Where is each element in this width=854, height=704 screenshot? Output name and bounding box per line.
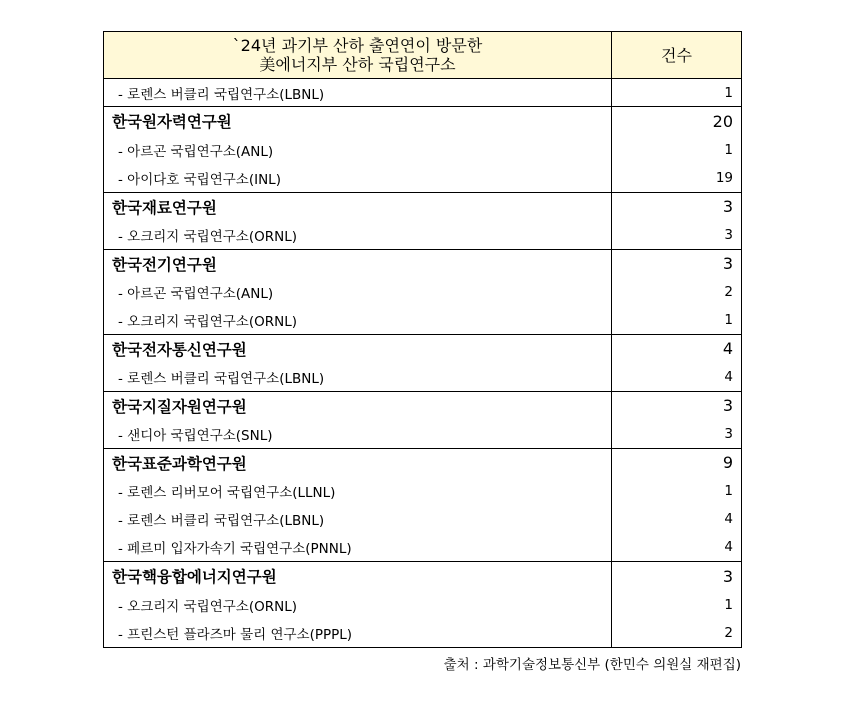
table-header-row bbox=[104, 32, 742, 79]
institute-name: 한국핵융합에너지연구원 bbox=[104, 562, 612, 590]
lab-name: - 아르곤 국립연구소(ANL) bbox=[104, 278, 612, 306]
institute-row bbox=[104, 249, 742, 277]
table-row bbox=[104, 79, 742, 107]
institute-name: 한국전자통신연구원 bbox=[104, 334, 612, 362]
institute-count: 3 bbox=[612, 562, 742, 590]
institute-row bbox=[104, 391, 742, 419]
institute-row bbox=[104, 334, 742, 362]
institute-count: 9 bbox=[612, 448, 742, 476]
visit-count: 3 bbox=[612, 420, 742, 448]
table-row bbox=[104, 221, 742, 249]
visit-count: 1 bbox=[612, 590, 742, 618]
institute-count: 3 bbox=[612, 249, 742, 277]
table-row bbox=[104, 135, 742, 163]
table-row bbox=[104, 505, 742, 533]
institute-row bbox=[104, 562, 742, 590]
source-note: 출처 : 과학기술정보통신부 (한민수 의원실 재편집) bbox=[443, 657, 741, 673]
institute-row bbox=[104, 192, 742, 220]
table-row bbox=[104, 420, 742, 448]
institute-name: 한국재료연구원 bbox=[104, 192, 612, 220]
table-row bbox=[104, 590, 742, 618]
visit-count: 1 bbox=[612, 477, 742, 505]
institute-name: 한국표준과학연구원 bbox=[104, 448, 612, 476]
table-row bbox=[104, 363, 742, 391]
lab-name: - 로렌스 리버모어 국립연구소(LLNL) bbox=[104, 477, 612, 505]
header-title-line-1: `24년 과기부 산하 출연연이 방문한 bbox=[232, 36, 483, 55]
lab-name: - 아이다호 국립연구소(INL) bbox=[104, 164, 612, 192]
visit-table bbox=[103, 31, 742, 648]
lab-name: - 오크리지 국립연구소(ORNL) bbox=[104, 590, 612, 618]
lab-name: - 로렌스 버클리 국립연구소(LBNL) bbox=[104, 363, 612, 391]
institute-name: 한국지질자원연구원 bbox=[104, 391, 612, 419]
institute-count: 20 bbox=[612, 107, 742, 135]
lab-name: - 오크리지 국립연구소(ORNL) bbox=[104, 306, 612, 334]
lab-name: - 로렌스 버클리 국립연구소(LBNL) bbox=[104, 79, 612, 107]
table-row bbox=[104, 477, 742, 505]
lab-name: - 샌디아 국립연구소(SNL) bbox=[104, 420, 612, 448]
visit-count: 4 bbox=[612, 505, 742, 533]
header-title bbox=[104, 32, 612, 79]
visit-count: 19 bbox=[612, 164, 742, 192]
visit-count: 1 bbox=[612, 135, 742, 163]
lab-name: - 프린스턴 플라즈마 물리 연구소(PPPL) bbox=[104, 619, 612, 647]
table-row bbox=[104, 534, 742, 562]
lab-name: - 오크리지 국립연구소(ORNL) bbox=[104, 221, 612, 249]
visit-count: 3 bbox=[612, 221, 742, 249]
institute-count: 3 bbox=[612, 391, 742, 419]
header-count: 건수 bbox=[612, 32, 742, 79]
visit-count: 1 bbox=[612, 79, 742, 107]
institute-count: 3 bbox=[612, 192, 742, 220]
visit-count: 2 bbox=[612, 278, 742, 306]
header-title-line-2: 美에너지부 산하 국립연구소 bbox=[259, 55, 456, 74]
visit-count: 4 bbox=[612, 363, 742, 391]
institute-row bbox=[104, 107, 742, 135]
table-row bbox=[104, 164, 742, 192]
institute-row bbox=[104, 448, 742, 476]
table-row bbox=[104, 619, 742, 647]
table-body bbox=[104, 79, 742, 648]
visit-count: 2 bbox=[612, 619, 742, 647]
table-row bbox=[104, 278, 742, 306]
lab-name: - 아르곤 국립연구소(ANL) bbox=[104, 135, 612, 163]
institute-count: 4 bbox=[612, 334, 742, 362]
table-row bbox=[104, 306, 742, 334]
visit-count: 1 bbox=[612, 306, 742, 334]
institute-name: 한국원자력연구원 bbox=[104, 107, 612, 135]
lab-name: - 로렌스 버클리 국립연구소(LBNL) bbox=[104, 505, 612, 533]
visit-count: 4 bbox=[612, 534, 742, 562]
lab-name: - 페르미 입자가속기 국립연구소(PNNL) bbox=[104, 534, 612, 562]
institute-name: 한국전기연구원 bbox=[104, 249, 612, 277]
